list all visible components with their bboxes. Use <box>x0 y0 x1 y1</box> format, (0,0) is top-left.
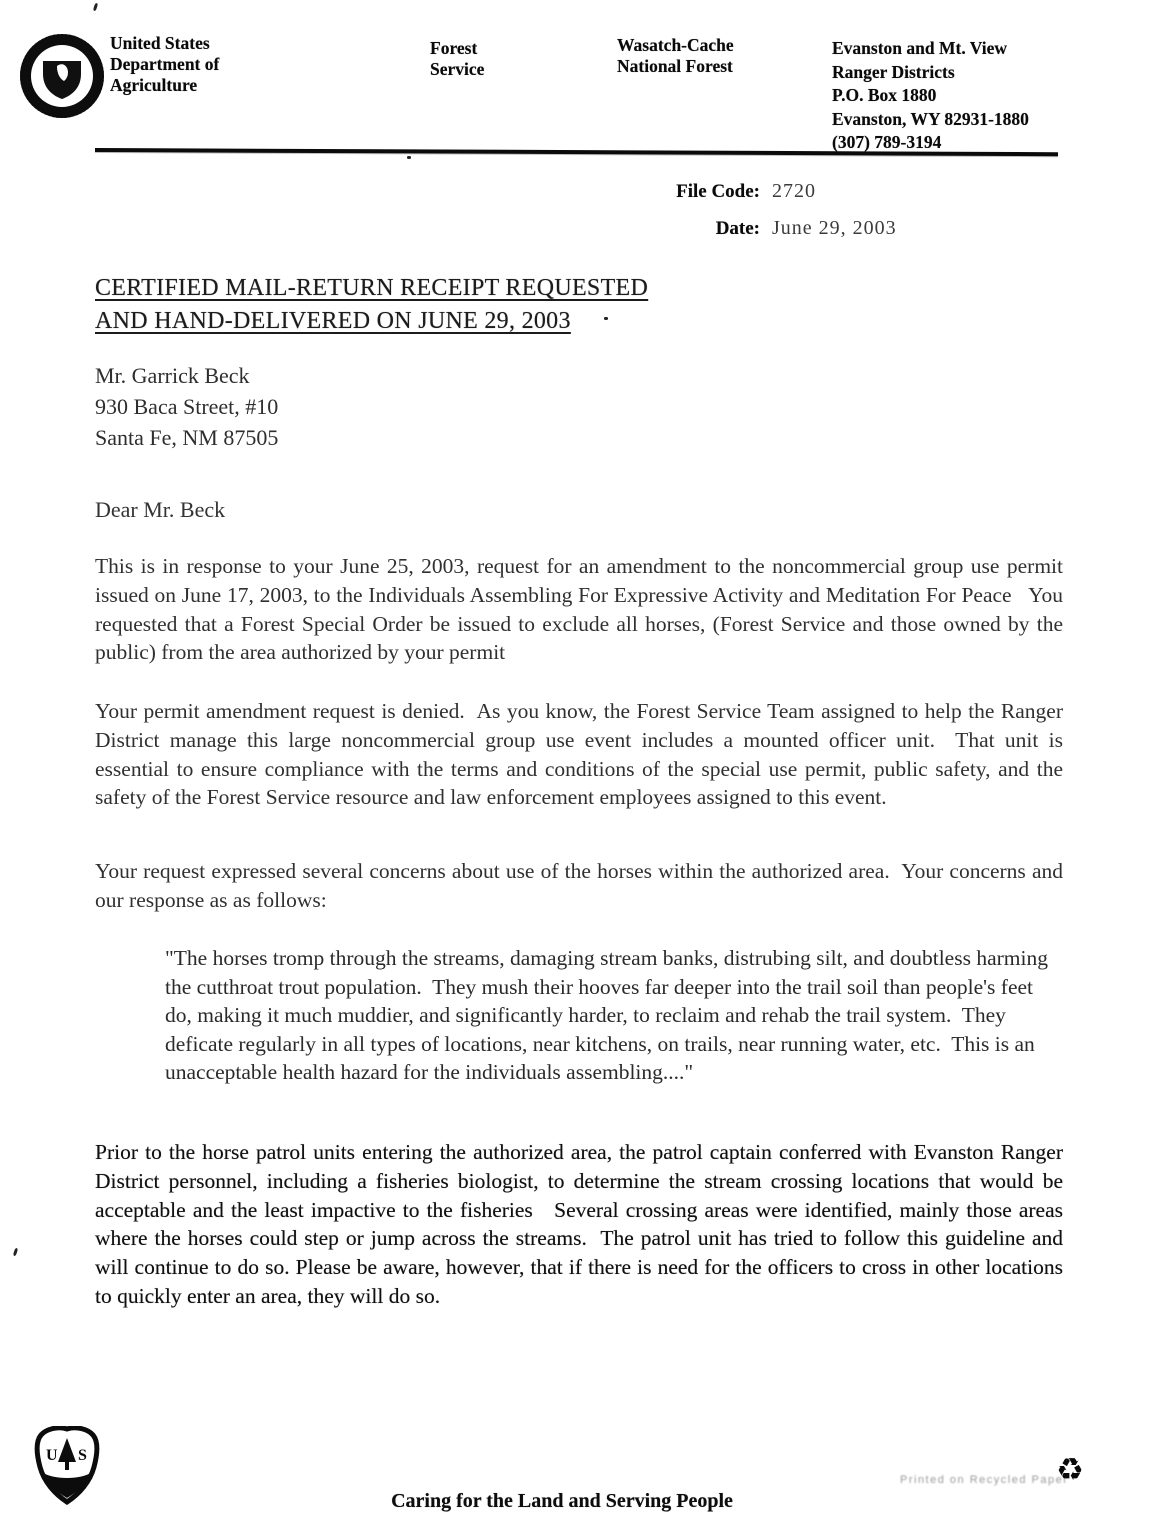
paragraph-horse-patrol: Prior to the horse patrol units entering the authorized area, the patrol captain conferred with Evanston Ranger District personnel, including a fisheries biologist, to determine the stream crossing locations that would be acceptable and the least impactive to the fisheries Several crossing areas were identified, mainly those areas where the horses could step or jump across the streams. The patrol unit has tried to follow this guideline and will continue to do so. Please be aware, however, that if there is need for the officers to cross in other locations to quickly enter an area, they will do so. <box>95 1140 1069 1308</box>
header-forest-name-line: National Forest <box>617 56 733 76</box>
header-forest-service <box>430 38 484 80</box>
header-agency <box>110 33 219 96</box>
header-agency-line: Agriculture <box>110 75 198 95</box>
header-agency-line: Department of <box>110 54 220 74</box>
header-district-line: P.O. Box 1880 <box>832 85 937 105</box>
date-label: Date: <box>715 218 760 239</box>
header-district-line: Evanston, WY 82931-1880 <box>832 108 1029 129</box>
usda-seal-icon <box>16 30 108 122</box>
paragraph-concerns-intro: Your request expressed several concerns about use of the horses within the authorized area. Your concerns and our response as as follows: <box>95 859 1069 912</box>
scan-artifact <box>93 3 98 12</box>
date-row <box>640 217 897 240</box>
svg-text:U: U <box>46 1447 58 1464</box>
letter-meta <box>640 180 897 240</box>
scan-artifact <box>604 317 608 320</box>
header-district-line: Ranger Districts <box>832 61 955 82</box>
recipient-city: Santa Fe, NM 87505 <box>95 425 279 450</box>
subject-line: AND HAND-DELIVERED ON JUNE 29, 2003 <box>95 308 571 334</box>
header-forest-service-line: Forest <box>430 38 478 58</box>
header-district-line: (307) 789-3194 <box>832 132 942 152</box>
header-district-address <box>832 37 1029 155</box>
salutation: Dear Mr. Beck <box>95 497 226 522</box>
subject-line: CERTIFIED MAIL-RETURN RECEIPT REQUESTED <box>95 275 649 301</box>
svg-text:S: S <box>78 1447 87 1464</box>
footer-motto: Caring for the Land and Serving People <box>391 1490 733 1512</box>
header-district-line: Evanston and Mt. View <box>832 38 1008 58</box>
recycle-icon: ♻ <box>1056 1452 1084 1488</box>
file-code-label: File Code: <box>676 181 760 202</box>
header-forest-name <box>617 35 734 77</box>
recipient-address <box>95 360 278 453</box>
recycled-paper-note: Printed on Recycled Paper <box>900 1474 1069 1486</box>
block-quote-concerns: "The horses tromp through the streams, damaging stream banks, distrubing silt, and doubtless harming the cutthroat trout population. They mush their hooves far deeper into the trail soil than people's feet do, making it much muddier, and significantly harder, to reclaim and rehab the trail system. They deficate regularly in all types of locations, near kitchens, on trails, near running water, etc. This is an unacceptable health hazard for the individuals assembling...." <box>165 946 1054 1085</box>
header-agency-line: United States <box>110 33 210 53</box>
subject-heading <box>95 272 648 338</box>
header-forest-service-line: Service <box>430 59 485 79</box>
date-value: June 29, 2003 <box>772 217 897 239</box>
recipient-street: 930 Baca Street, #10 <box>95 394 279 419</box>
recipient-name: Mr. Garrick Beck <box>95 363 250 388</box>
scan-artifact <box>13 1248 18 1257</box>
file-code-row <box>640 180 897 203</box>
paragraph-response-intro: This is in response to your June 25, 2003, request for an amendment to the noncommercial group use permit issued on June 17, 2003, to the Individuals Assembling For Expressive Activity and Meditation For Peace You requested that a Forest Special Order be issued to exclude all horses, (Forest Service and those owned by the public) from the area authorized by your permit <box>95 554 1069 665</box>
file-code-value: 2720 <box>772 180 816 202</box>
scan-artifact <box>407 156 411 159</box>
paragraph-denial: Your permit amendment request is denied. As you know, the Forest Service Team assigned to help the Ranger District manage this large noncommercial group use event includes a mounted officer unit. That unit is essential to ensure compliance with the terms and conditions of the special use permit, public safety, and the safety of the Forest Service resource and law enforcement employees assigned to this event. <box>95 699 1069 810</box>
header-forest-name-line: Wasatch-Cache <box>617 35 734 55</box>
